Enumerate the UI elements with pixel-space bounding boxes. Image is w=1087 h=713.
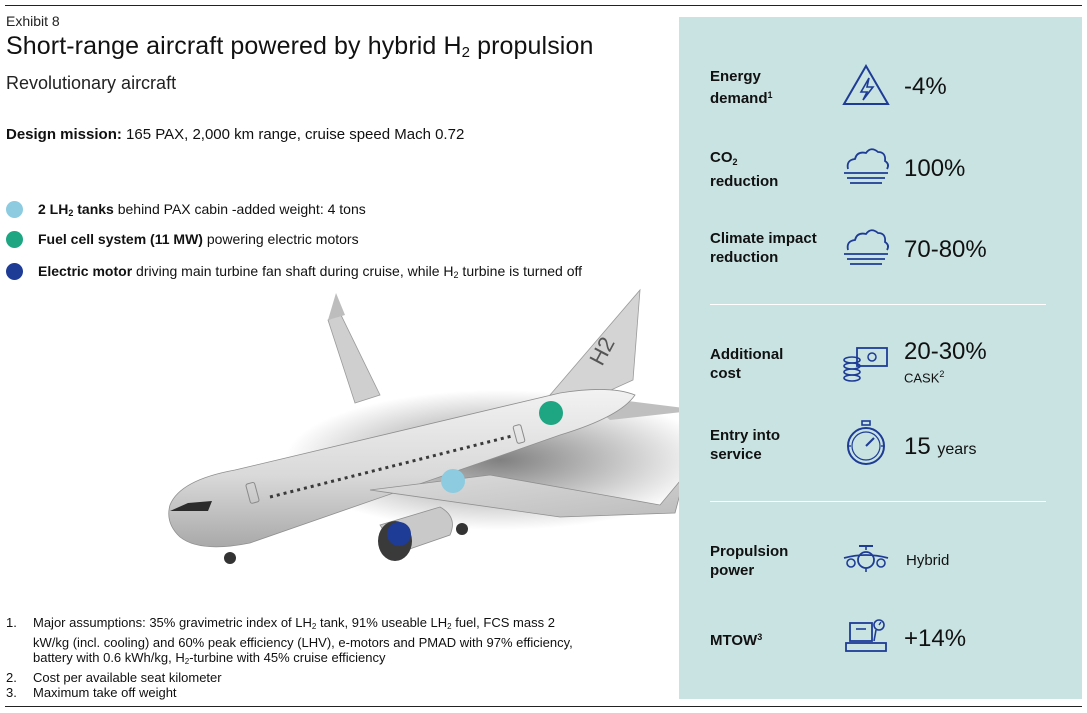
far-winglet <box>328 293 345 320</box>
tail-h2-text: H2 <box>584 332 620 370</box>
bottom-rule <box>5 706 1082 707</box>
climate-impact-label: Climate impact reduction <box>710 230 817 266</box>
tank-marker-dot <box>6 201 23 218</box>
stopwatch-icon <box>840 420 892 468</box>
footnote-2: 2. Cost per available seat kilometer <box>6 669 222 685</box>
tank-marker <box>441 469 465 493</box>
additional-cost-value: 20-30% <box>904 338 987 365</box>
page-subtitle: Revolutionary aircraft <box>6 73 177 93</box>
entry-into-service-label: Entry into service <box>710 427 780 463</box>
far-wing <box>328 313 380 403</box>
panel-divider-2 <box>710 501 1046 502</box>
main-gear-wheel <box>456 523 468 535</box>
propulsion-power-value: Hybrid <box>906 552 950 569</box>
propulsion-power-label: Propulsion power <box>710 543 789 579</box>
lightning-triangle-icon <box>840 62 892 110</box>
money-coins-icon <box>840 340 892 388</box>
page-title: Short-range aircraft powered by hybrid $H_2$ propulsion <box>6 32 594 61</box>
motor-marker-dot <box>6 263 23 280</box>
entry-into-service-value: 15 years <box>904 433 977 460</box>
exhibit-label: Exhibit 8 <box>6 13 60 29</box>
design-mission: Design mission: 165 PAX, 2,000 km range, cruise speed Mach 0.72 <box>6 126 465 143</box>
panel-divider-1 <box>710 304 1046 305</box>
energy-demand-label: Energy demand$^1$ <box>710 68 773 107</box>
motor-marker <box>387 522 411 546</box>
co2-reduction-label: $CO_2$ reduction <box>710 149 779 190</box>
energy-demand-value: -4% <box>904 73 947 100</box>
aircraft-illustration <box>140 285 710 585</box>
mtow-label: MTOW$^3$ <box>710 632 763 649</box>
aircraft-icon <box>840 536 892 584</box>
cloud-icon <box>840 143 892 191</box>
additional-cost-label: Additional cost <box>710 346 784 382</box>
footnotes <box>6 615 593 701</box>
bullet-fuel-cell: Fuel cell system (11 MW) powering electric motors <box>6 229 359 249</box>
scale-weight-icon <box>840 613 892 661</box>
bullet-lh2-tanks: 2 $LH_2$ tanks behind PAX cabin -added weight: 4 tons <box>6 199 366 219</box>
footnote-1: 1. Major assumptions: 35% gravimetric index of $LH_2$ tank, 91% useable $LH_2$ fuel, FCS mass 2 kW/kg (incl. cooling) and 60% peak efficiency (LHV), e-motors and PMAD with 97% efficiency, battery with 0.6 kWh/kg, $H_2$-turbine with 45% cruise efficiency <box>6 615 573 666</box>
nose-gear-wheel <box>224 552 236 564</box>
cask-label: CASK$^2$ <box>904 369 945 386</box>
fuel-cell-marker <box>539 401 563 425</box>
climate-impact-value: 70-80% <box>904 236 987 263</box>
footnote-3: 3. Maximum take off weight <box>6 685 177 700</box>
fuel-cell-marker-dot <box>6 231 23 248</box>
bullet-electric-motor: Electric motor driving main turbine fan shaft during cruise, while $H_2$ turbine is turned off <box>6 261 582 281</box>
cloud-icon <box>840 224 892 272</box>
top-rule <box>5 5 1082 6</box>
co2-reduction-value: 100% <box>904 155 966 182</box>
mtow-value: +14% <box>904 625 967 652</box>
